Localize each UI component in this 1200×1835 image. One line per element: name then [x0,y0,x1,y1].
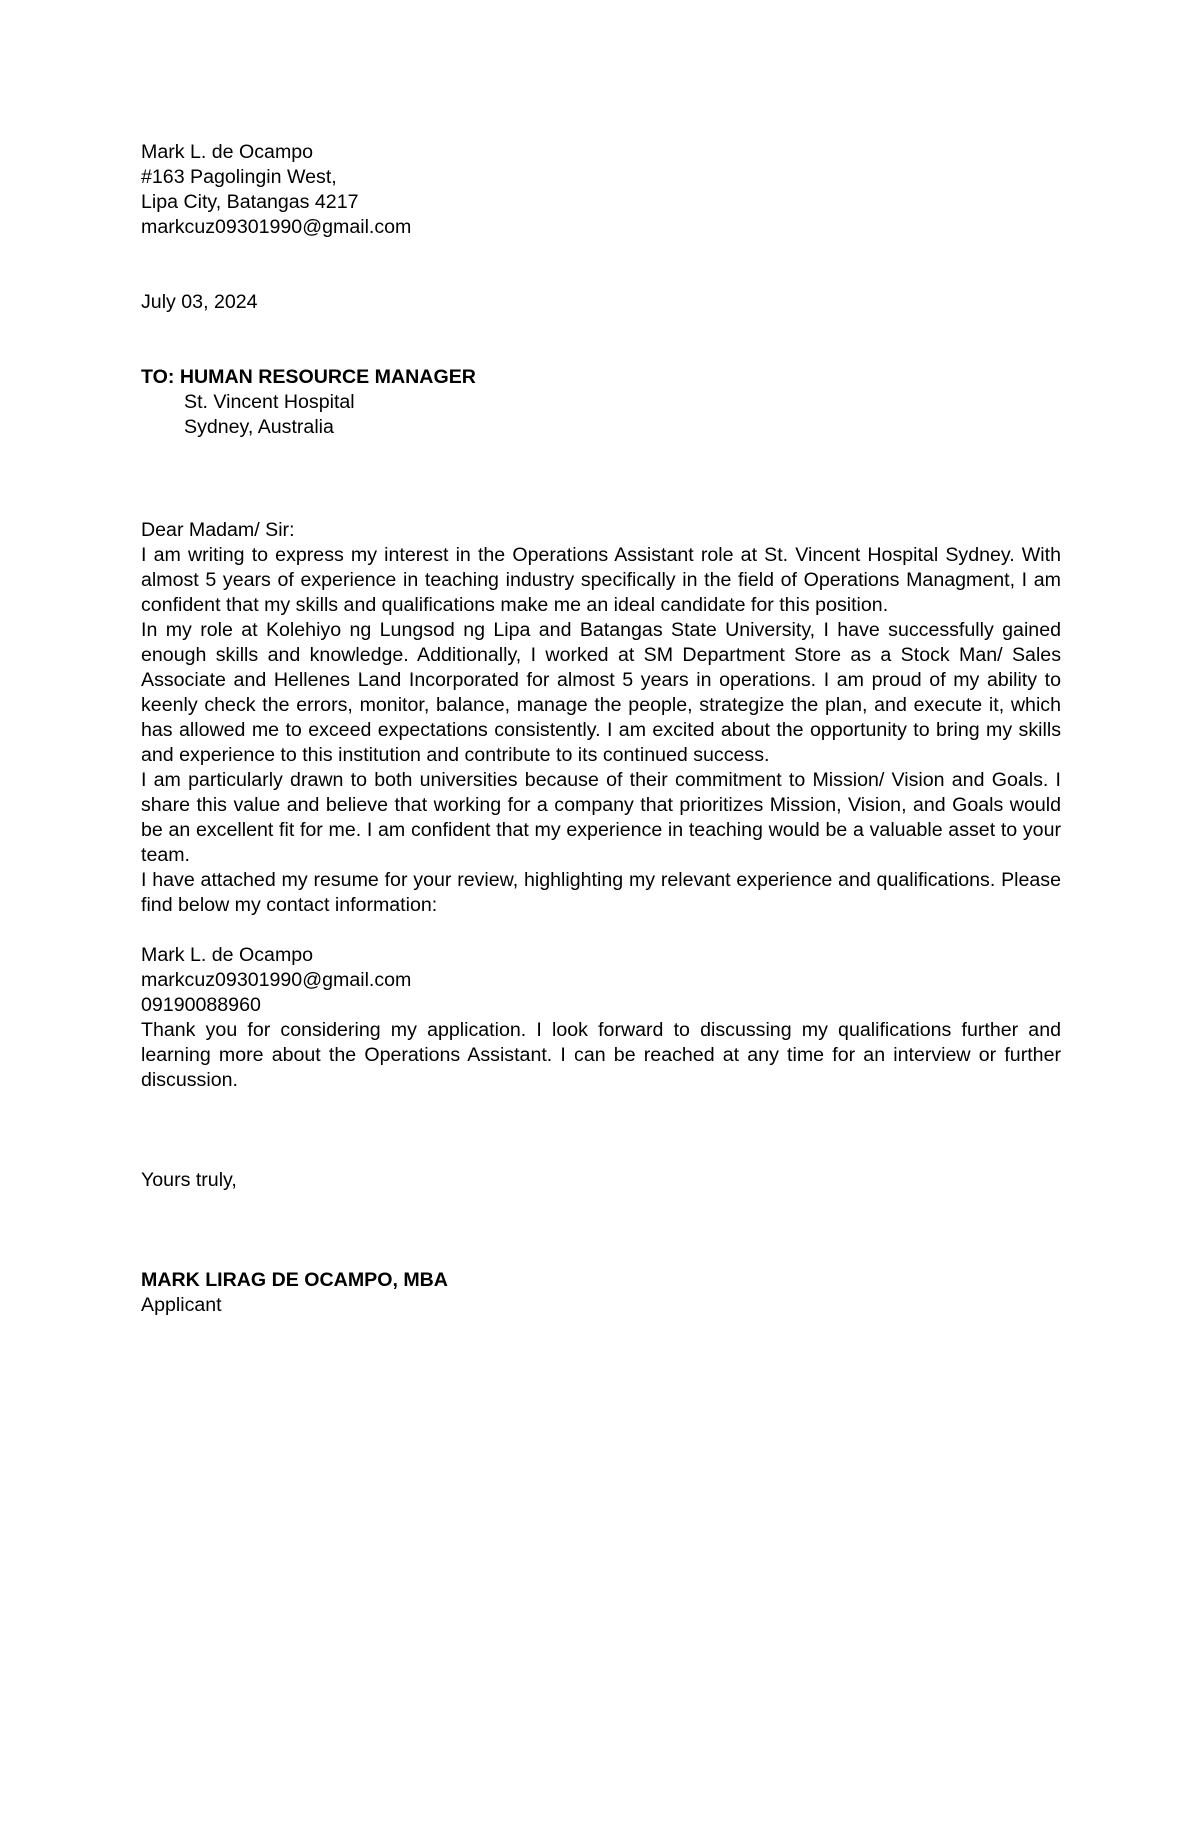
sender-address-line1: #163 Pagolingin West, [141,166,337,188]
body-paragraph-4: I have attached my resume for your review, highlighting my relevant experience and qualifications. Please find below my contact information: [141,869,1061,916]
recipient-location: Sydney, Australia [184,416,334,438]
letter-date: July 03, 2024 [141,291,258,313]
body-paragraph-3: I am particularly drawn to both universities because of their commitment to Mission/ Vision and Goals. I share this value and believe that working for a company that prioritizes Mission, Vision, and Goals would be an excellent fit for me. I am confident that my experience in teaching would be a valuable asset to your team. [141,769,1061,866]
cover-letter [141,140,1061,1318]
sender-email: markcuz09301990@gmail.com [141,216,412,238]
sender-block [141,140,1061,240]
sender-address-line2: Lipa City, Batangas 4217 [141,191,359,213]
closing: Yours truly, [141,1169,237,1191]
closing-block [141,1168,1061,1193]
contact-phone: 09190088960 [141,994,261,1016]
closing-paragraph: Thank you for considering my application. I look forward to discussing my qualifications further and learning more about the Operations Assistant. I can be reached at any time for an interview or further discussion. [141,1019,1061,1091]
signature-name: MARK LIRAG DE OCAMPO, MBA [141,1269,448,1291]
recipient-organization: St. Vincent Hospital [184,391,355,413]
signature-block [141,1268,1061,1318]
salutation: Dear Madam/ Sir: [141,519,295,541]
body-paragraph-2: In my role at Kolehiyo ng Lungsod ng Lipa and Batangas State University, I have successfully gained enough skills and knowledge. Additionally, I worked at SM Department Store as a Stock Man/ Sales Associate and Hellenes Land Incorporated for almost 5 years in operations. I am proud of my ability to keenly check the errors, monitor, balance, manage the people, strategize the plan, and execute it, which has allowed me to exceed expectations consistently. I am excited about the opportunity to bring my skills and experience to this institution and contribute to its continued success. [141,619,1061,766]
contact-name: Mark L. de Ocampo [141,944,314,966]
sender-name: Mark L. de Ocampo [141,141,314,163]
date-block [141,290,1061,315]
recipient-block [141,365,1061,440]
contact-block [141,943,1061,1018]
recipient-to-line: TO: HUMAN RESOURCE MANAGER [141,366,476,388]
contact-email: markcuz09301990@gmail.com [141,969,412,991]
salutation-block [141,518,1061,543]
body-paragraph-1: I am writing to express my interest in the Operations Assistant role at St. Vincent Hospital Sydney. With almost 5 years of experience in teaching industry specifically in the field of Operations Managment, I am confident that my skills and qualifications make me an ideal candidate for this position. [141,544,1061,616]
signature-title: Applicant [141,1294,222,1316]
